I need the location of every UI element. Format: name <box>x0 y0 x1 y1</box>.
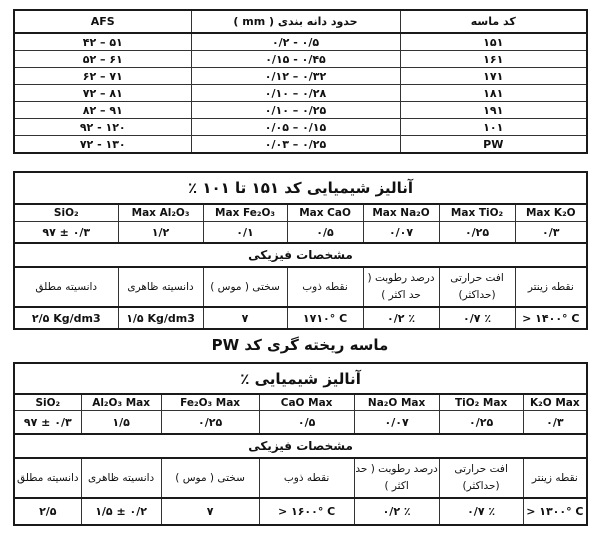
header-hardness: سختی ( موس ) <box>161 458 259 498</box>
value-sio2: ۹۷ ± ۰/۳ <box>14 411 81 435</box>
analysis-table-151-101 <box>13 171 588 330</box>
sand-code: ۱۸۱ <box>400 85 587 102</box>
grain-range: ۰/۱۰ – ۰/۲۵ <box>191 102 400 119</box>
table-row <box>14 136 587 154</box>
header-fe2o3: Max Fe₂O₃ <box>203 204 287 222</box>
header-sand-code: کد ماسه <box>400 10 587 33</box>
header-absolute-density: دانسیته مطلق <box>14 267 118 307</box>
grain-range: ۰/۲ - ۰/۵ <box>191 33 400 51</box>
value-moisture: ٪ ۰/۲ <box>354 498 439 525</box>
sand-code: PW <box>400 136 587 154</box>
afs-value: ۷۲ - ۱۳۰ <box>14 136 191 154</box>
header-absolute-density: دانسیته مطلق <box>14 458 81 498</box>
value-moisture: ٪ ۰/۲ <box>363 307 439 329</box>
table-row <box>14 119 587 136</box>
header-sio2: SiO₂ <box>14 394 81 411</box>
value-bulk-density: ۱/۵ ± ۰/۲ <box>81 498 161 525</box>
value-sinter-point: > ۱۳۰۰° C <box>523 498 587 525</box>
header-cao: Max CaO <box>287 204 363 222</box>
value-al2o3: ۱/۵ <box>81 411 161 435</box>
header-loss-on-ignition: افت حرارتی (حداکثر) <box>439 458 523 498</box>
chemical-analysis-title: آنالیز شیمیایی کد ۱۵۱ تا ۱۰۱ ٪ <box>14 172 587 204</box>
grain-range: ۰/۱۲ – ۰/۳۲ <box>191 68 400 85</box>
header-melting-point: نقطه ذوب <box>259 458 354 498</box>
table-row <box>14 33 587 51</box>
afs-value: ۷۲ – ۸۱ <box>14 85 191 102</box>
sand-code: ۱۶۱ <box>400 51 587 68</box>
value-na2o: ۰/۰۷ <box>354 411 439 435</box>
afs-value: ۸۲ – ۹۱ <box>14 102 191 119</box>
chemical-values-row <box>14 411 587 435</box>
value-sio2: ۹۷ ± ۰/۳ <box>14 222 118 244</box>
chemical-values-row <box>14 222 587 244</box>
grain-range: ۰/۰۳ – ۰/۲۵ <box>191 136 400 154</box>
chemical-analysis-title: آنالیز شیمیایی ٪ <box>14 363 587 394</box>
table-row <box>14 51 587 68</box>
value-k2o: ۰/۳ <box>523 411 587 435</box>
header-cao: CaO Max <box>259 394 354 411</box>
header-afs: AFS <box>14 10 191 33</box>
value-tio2: ۰/۲۵ <box>439 411 523 435</box>
header-na2o: Max Na₂O <box>363 204 439 222</box>
header-al2o3: Al₂O₃ Max <box>81 394 161 411</box>
physical-header-row <box>14 267 587 307</box>
value-cao: ۰/۵ <box>287 222 363 244</box>
chemical-title-row <box>14 172 587 204</box>
table-row <box>14 85 587 102</box>
physical-properties-title: مشخصات فیزیکی <box>14 243 587 267</box>
value-fe2o3: ۰/۲۵ <box>161 411 259 435</box>
header-al2o3: Max Al₂O₃ <box>118 204 203 222</box>
header-melting-point: نقطه ذوب <box>287 267 363 307</box>
value-sinter-point: > ۱۴۰۰° C <box>515 307 587 329</box>
header-sinter-point: نقطه زینتر <box>523 458 587 498</box>
grain-range: ۰/۱۰ – ۰/۲۸ <box>191 85 400 102</box>
afs-value: ۶۲ – ۷۱ <box>14 68 191 85</box>
afs-value: ۴۲ – ۵۱ <box>14 33 191 51</box>
value-tio2: ۰/۲۵ <box>439 222 515 244</box>
value-al2o3: ۱/۲ <box>118 222 203 244</box>
chemical-header-row <box>14 394 587 411</box>
value-bulk-density: ۱/۵ Kg/dm3 <box>118 307 203 329</box>
header-hardness: سختی ( موس ) <box>203 267 287 307</box>
physical-title-row <box>14 434 587 458</box>
value-hardness: ۷ <box>203 307 287 329</box>
afs-value: ۵۲ – ۶۱ <box>14 51 191 68</box>
header-k2o: Max K₂O <box>515 204 587 222</box>
value-k2o: ۰/۳ <box>515 222 587 244</box>
grading-header-row <box>14 10 587 33</box>
grading-table <box>13 9 588 154</box>
header-moisture: درصد رطوبت ( حد اکثر ) <box>354 458 439 498</box>
header-loss-on-ignition: افت حرارتی (حداکثر) <box>439 267 515 307</box>
header-bulk-density: دانسیته ظاهری <box>118 267 203 307</box>
header-sio2: SiO₂ <box>14 204 118 222</box>
chemical-title-row <box>14 363 587 394</box>
value-melting-point: ۱۷۱۰° C <box>287 307 363 329</box>
physical-header-row <box>14 458 587 498</box>
header-bulk-density: دانسیته ظاهری <box>81 458 161 498</box>
value-absolute-density: ۲/۵ <box>14 498 81 525</box>
sand-code: ۱۰۱ <box>400 119 587 136</box>
grain-range: ۰/۱۵ - ۰/۴۵ <box>191 51 400 68</box>
table-row <box>14 68 587 85</box>
afs-value: ۹۲ - ۱۲۰ <box>14 119 191 136</box>
value-loss-on-ignition: ٪ ۰/۷ <box>439 307 515 329</box>
header-moisture: درصد رطوبت ( حد اکثر ) <box>363 267 439 307</box>
value-loss-on-ignition: ٪ ۰/۷ <box>439 498 523 525</box>
header-sinter-point: نقطه زینتر <box>515 267 587 307</box>
header-k2o: K₂O Max <box>523 394 587 411</box>
header-grain-range: حدود دانه بندی ( mm ) <box>191 10 400 33</box>
value-hardness: ۷ <box>161 498 259 525</box>
header-tio2: Max TiO₂ <box>439 204 515 222</box>
sand-code: ۱۹۱ <box>400 102 587 119</box>
header-na2o: Na₂O Max <box>354 394 439 411</box>
value-fe2o3: ۰/۱ <box>203 222 287 244</box>
header-fe2o3: Fe₂O₃ Max <box>161 394 259 411</box>
value-na2o: ۰/۰۷ <box>363 222 439 244</box>
physical-properties-title: مشخصات فیزیکی <box>14 434 587 458</box>
pw-section-heading: ماسه ریخته گری کد PW <box>211 336 389 354</box>
grain-range: ۰/۰۵ – ۰/۱۵ <box>191 119 400 136</box>
value-melting-point: > ۱۶۰۰° C <box>259 498 354 525</box>
sand-code: ۱۵۱ <box>400 33 587 51</box>
value-cao: ۰/۵ <box>259 411 354 435</box>
analysis-table-pw <box>13 362 588 526</box>
physical-values-row <box>14 307 587 329</box>
table-row <box>14 102 587 119</box>
sand-code: ۱۷۱ <box>400 68 587 85</box>
header-tio2: TiO₂ Max <box>439 394 523 411</box>
chemical-header-row <box>14 204 587 222</box>
physical-title-row <box>14 243 587 267</box>
value-absolute-density: ۲/۵ Kg/dm3 <box>14 307 118 329</box>
physical-values-row <box>14 498 587 525</box>
